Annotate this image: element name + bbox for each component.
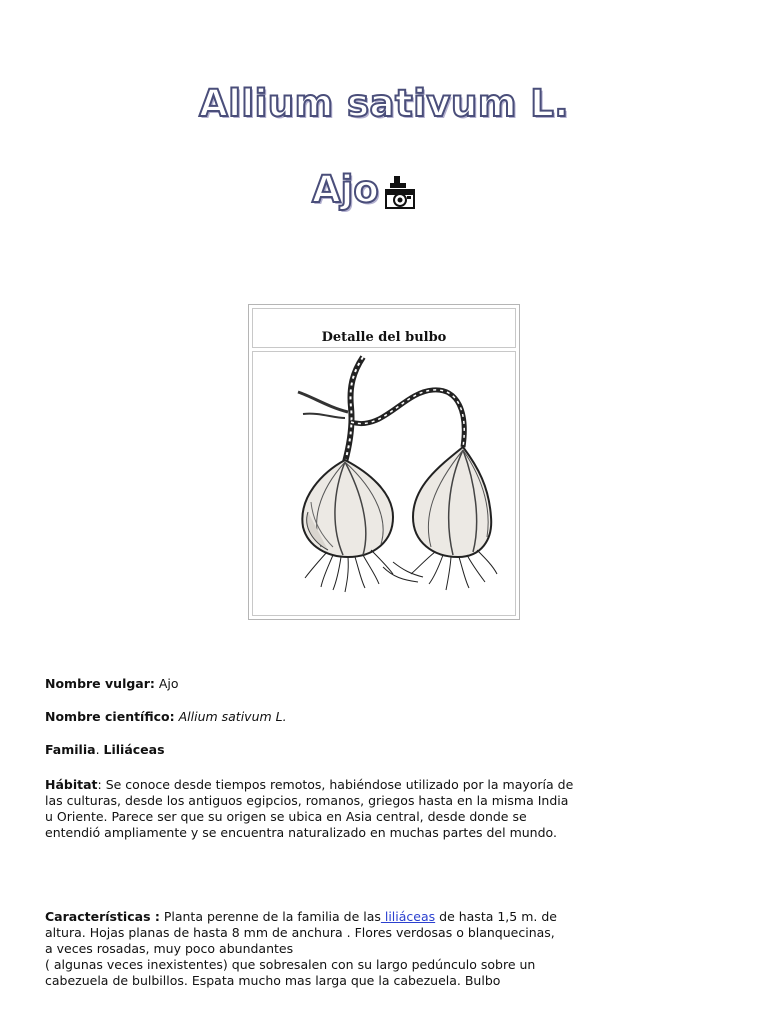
family-row [45,742,585,758]
garlic-illustration[interactable] [252,351,516,616]
characteristics-text: de hasta 1,5 m. de altura. Hojas planas de hasta 8 mm de anchura . Flores verdosas o blanquecinas, a veces rosadas, muy poco abundantes [45,909,557,956]
scientific-name-label: Nombre científico: [45,709,175,724]
characteristics-paragraph [45,909,565,989]
habitat-label: Hábitat [45,777,98,792]
figure-caption-cell [252,308,516,348]
scientific-name-row [45,709,585,725]
family-separator: . [95,742,104,757]
characteristics-text-line2: ( algunas veces inexistentes) que sobresalen con su largo pedúnculo sobre un cabezuela de bulbillos. Espata mucho mas larga que la cabezuela. Bulbo [45,957,536,988]
page-title: Allium sativum L. [199,82,569,125]
habitat-paragraph [45,777,575,841]
habitat-text: : Se conoce desde tiempos remotos, habiéndose utilizado por la mayoría de las culturas, desde los antiguos egipcios, romanos, griegos hasta en la misma India u Oriente. Parece ser que su origen se ubica en Asia central, desde donde se entendió ampliamente y se encuentra naturalizado en muchas partes del mundo. [45,777,574,840]
scientific-name-value: Allium sativum L. [178,709,287,724]
garlic-bulbs-drawing [253,352,515,615]
bulb-figure [248,304,520,620]
vulgar-name-value: Ajo [154,676,179,691]
common-name-heading: Ajo [312,168,379,211]
camera-icon[interactable] [385,176,415,210]
figure-caption: Detalle del bulbo [321,330,447,345]
family-value: Liliáceas [103,742,165,757]
family-label: Familia [45,742,96,757]
vulgar-name-label: Nombre vulgar: [45,676,155,691]
characteristics-label: Características : [45,909,160,924]
liliaceas-link[interactable]: liliáceas [380,909,436,924]
vulgar-name-row [45,676,585,692]
characteristics-text-start: Planta perenne de la familia de las [159,909,381,924]
